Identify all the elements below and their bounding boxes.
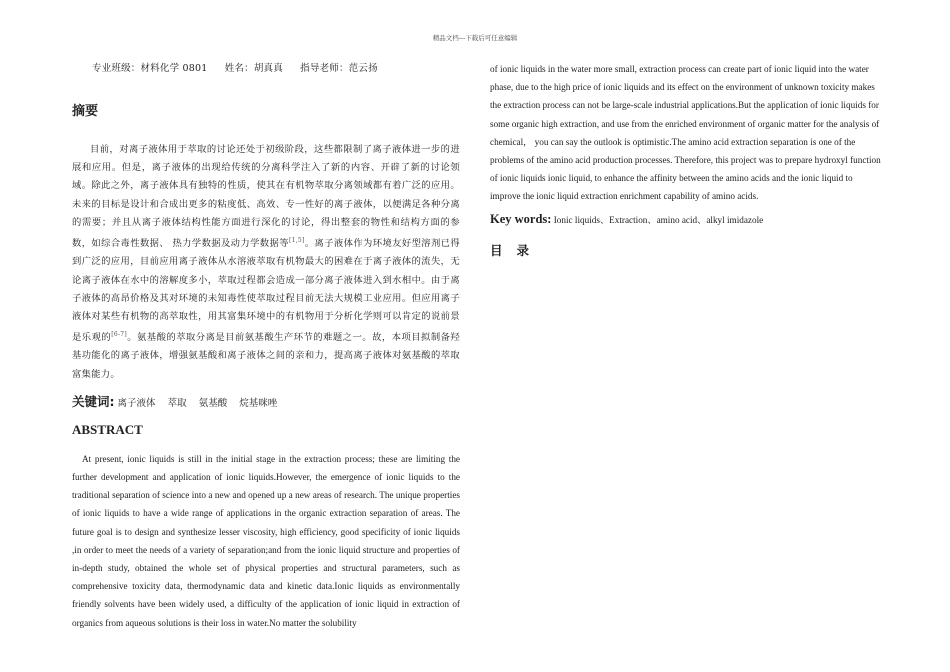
author-info	[72, 60, 460, 74]
abstract-cn-text-a: 目前，对离子液体用于萃取的讨论还处于初级阶段，这些都限制了离子液体进一步的进展和应用。但是，离子液体的出现给传统的分离科学注入了新的内容、开辟了新的讨论领域。除此之外，离子液体具有独特的性质，使其在有机物萃取分离领域都有着广泛的应用。未来的目标是设计和合成出更多的粘度低、高效、专一性好的离子液体，以便满足各种分离的需要；并且从离子液体结构性能方面进行深化的讨论，得出整套的物性和结构方面的参数，如综合毒性数据、 热力学数据及动力学数据等	[72, 144, 460, 250]
student-name: 姓名：胡真真	[224, 63, 283, 74]
citation-6-7[interactable]: [6-7]	[111, 331, 128, 339]
abstract-cn-title: 摘要	[72, 104, 99, 119]
abstract-cn-text-c: 。氨基酸的萃取分离是目前氨基酸生产环节的难题之一。故，本项目拟制备羟基功能化的离子液体，增强氨基酸和离子液体之间的亲和力，提高离子液体对氨基酸的萃取富集能力。	[72, 332, 461, 380]
class-label: 专业班级：材料化学 0801	[92, 63, 208, 74]
keywords-en-list: Ionic liquids、Extraction、amino acid、alkyl imidazole	[553, 214, 764, 225]
abstract-cn-text-b: 。离子液体作为环境友好型溶剂已得到广泛的应用，目前应用离子液体从水溶液萃取有机物最大的困难在于离子液体的流失，无论离子液体在水中的溶解度多小，萃取过程都会造成一部分离子液体进入到水相中。由于离子液体的高昂价格及其对环境的未知毒性使萃取过程目前无法大规模工业应用。但应用离子液体对某些有机物的高萃取性，用其富集环境中的有机物用于分析化学则可以肯定的说前景是乐观的	[72, 238, 460, 344]
keywords-cn-list: 离子液体 萃取 氨基酸 烷基咪唑	[117, 397, 278, 409]
abstract-en-paragraph-left: At present, ionic liquids is still in the initial stage in the extraction process; these are limiting the further development and application of ionic liquids.However, the emergence of ionic liquids to the traditional separation of science into a new and opened up a new areas of research. The unique properties of ionic liquids to have a wide range of applications in the organic extraction separation of areas. The future goal is to design and synthesize lesser viscosity, high efficiency, good specificity of ionic liquids ,in order to meet the needs of a variety of separation;and from the ionic liquid structure and properties of in-depth study, obtained the whole set of physical properties and structural parameters, such as comprehensive toxicity data, thermodynamic data and kinetic data.Ionic liquids as environmentally friendly solvents have been widely used, a difficulty of the application of ionic liquid in extraction of organics from aqueous solutions is their loss in water.No matter the solubility	[72, 453, 460, 628]
keywords-en-label: Key words:	[490, 211, 552, 226]
toc-title: 目录	[490, 242, 544, 258]
abstract-en-paragraph-right: of ionic liquids in the water more small, extraction process can create part of ionic liquid into the water phase, due to the high price of ionic liquids and its effect on the environment of unknown toxicity makes the extraction process can not be large-scale industrial applications.But the application of ionic liquids for some organic high extraction, and use from the enriched environment of organic matter for the analysis of chemical， you can say the outlook is optimistic.The amino acid extraction separation is one of the problems of the amino acid production processes. Therefore, this project was to prepare hydroxyl function of ionic liquids ionic liquid, to enhance the affinity between the amino acids and the ionic liquid to improve the ionic liquid extraction enrichment capability of amino acids.	[490, 64, 881, 202]
abstract-en-title: ABSTRACT	[72, 421, 143, 437]
keywords-en	[490, 212, 882, 227]
page-header: 精品文档---下载后可任意编辑	[432, 34, 518, 42]
abstract-cn-paragraph	[72, 141, 460, 384]
left-column	[72, 60, 460, 632]
right-column	[490, 60, 882, 259]
keywords-cn	[72, 392, 460, 410]
keywords-cn-label: 关键词:	[72, 393, 115, 409]
advisor-name: 指导老师：范云扬	[300, 63, 378, 74]
citation-1-5[interactable]: [1,5]	[288, 237, 305, 245]
